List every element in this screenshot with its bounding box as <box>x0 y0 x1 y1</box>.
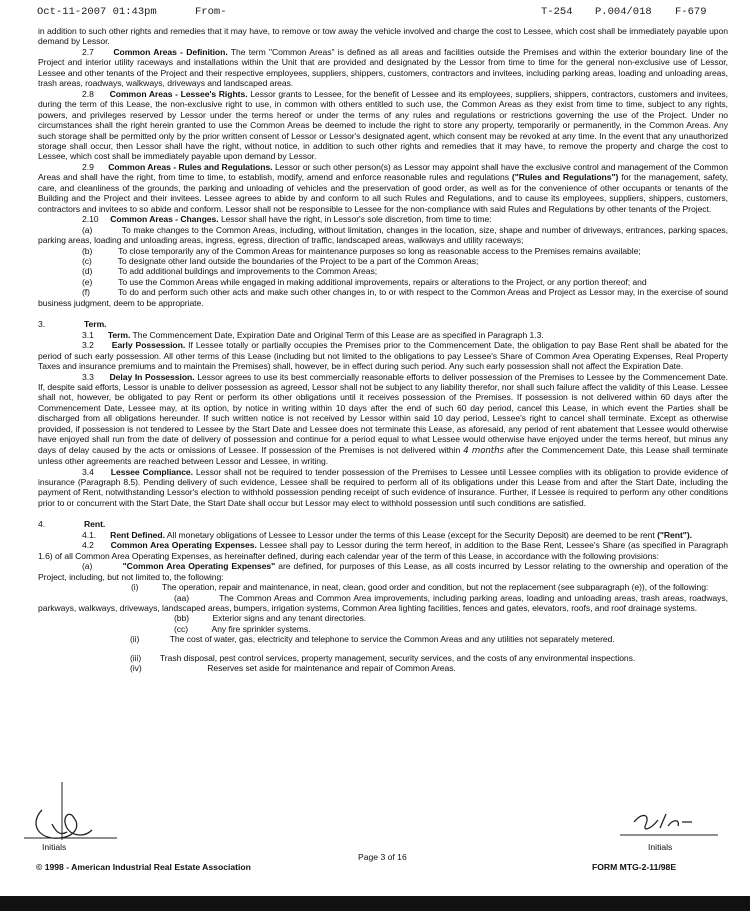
item-iv: (iv) Reserves set aside for maintenance and repair of Common Areas. <box>130 663 456 674</box>
page-number: Page 3 of 16 <box>358 852 407 862</box>
section-3-4: 3.4 Lessee Compliance. Lessor shall not be required to tender possession of the Premises to Lessee until Lessee complies with its obligation to provide evidence of insurance (Paragraph 8.5). Pending delivery of such evidence, Lessee shall be required to perform all of its obligations under this Lease from and after the Start Date, including the payment of Rent, notwithstanding Lessor's election to withhold possession pending receipt of such evidence of insurance. Further, if Lessee is required to perform any other conditions prior to or concurrent with the Start Date, the Start Date shall occur but Lessor may elect to withhold possession until such conditions are satisfied. <box>38 466 729 508</box>
handwritten-4-months: 4 months <box>463 445 504 456</box>
section-4-2-a: (a) "Common Area Operating Expenses" are defined, for purposes of this Lease, as all costs incurred by Lessor relating to the ownership and operation of the Project, including, but not limited to, the following: <box>38 561 728 582</box>
item-ii: (ii) The cost of water, gas, electricity and telephone to service the Common Areas and any utilities not separately metered. <box>130 634 615 645</box>
section-4-1: 4.1. Rent Defined. All monetary obligations of Lessee to Lessor under the terms of this Lease (except for the Security Deposit) are deemed to be rent ("Rent"). <box>82 529 692 540</box>
section-3-1: 3.1 Term. The Commencement Date, Expiration Date and Original Term of this Lease are as specified in Paragraph 1.3. <box>82 329 544 340</box>
fax-page: P.004/018 <box>595 6 652 18</box>
section-2-7: 2.7 Common Areas - Definition. The term "Common Areas" is defined as all areas and facilities outside the Premises and within the exterior boundary line of the Project and interior utility raceways and installations within the Unit that are provided and designated by the Lessor from time to time for the general non-exclusive use of Lessor, Lessee and other tenants of the Project and their respective employees, suppliers, shippers, customers, contractors and invitees, including parking areas, loading and unloading areas, trash areas, roadways, walkways, driveways and landscaped areas. <box>38 46 728 89</box>
fax-from: From- <box>195 6 227 18</box>
section-2-10-b: (b) To close temporarily any of the Common Areas for maintenance purposes so long as reasonable access to the Premises remains available; <box>82 245 641 256</box>
section-2-9: 2.9 Common Areas - Rules and Regulations. Lessor or such other person(s) as Lessor may appoint shall have the exclusive control and management of the Common Areas and shall have the right, from time to time, to establish, modify, amend and enforce reasonable rules and regulations ("Rules and Regulations") for the management, safety, care, and cleanliness of the grounds, the parking and unloading of vehicles and the preservation of good order, as well as for the convenience of other occupants or tenants of the Building and the Project and their invitees. Lessee agrees to abide by and conform to all such Rules and Regulations, and to cause its employees, suppliers, shippers, customers, contractors and invitees to so abide and conform. Lessor shall not be responsible to Lessee for the non-compliance with said Rules and Regulations by other tenants of the Project. <box>38 161 728 214</box>
section-2-10-e: (e) To use the Common Areas while engaged in making additional improvements, repairs or alterations to the Project, or any portion thereof; and <box>82 276 647 287</box>
section-3-3: 3.3 Delay In Possession. Lessor agrees to use its best commercially reasonable efforts to deliver possession of the Premises to Lessee by the Commencement Date. If, despite said efforts, Lessor is unable to deliver possession as agreed, Lessor shall not be subject to any liability therefor, nor shall such failure affect the validity of this Lease. Lessee shall not, however, be obligated to pay Rent or perform its other obligations until it receives possession of the Premises. If possession is not delivered within 60 days after the Commencement Date, Lessee may, at its option, by notice in writing within 10 days after the end of such 60 day period, cancel this Lease, in which event the Parties shall be discharged from all obligations hereunder. If such written notice is not received by Lessor within said 10 day period, Lessee's right to cancel shall terminate. Except as otherwise provided, if possession is not tendered to Lessee by the Start Date and Lessee does not terminate this Lease, as aforesaid, any period of rent abatement that Lessee would otherwise have enjoyed shall run from the date of delivery of possession and continue for a period equal to what Lessee would otherwise have enjoyed under the terms hereof, but minus any days of delay caused by the acts or omissions of Lessee. If possession of the Premises is not delivered within 4 months after the Commencement Date, this Lease shall terminate unless other agreements are reached between Lessor and Lessee, in writing. <box>38 371 729 467</box>
lease-page-body <box>38 26 728 674</box>
fax-f-code: F-679 <box>675 6 707 18</box>
fax-header <box>0 6 750 22</box>
section-3-2: 3.2 Early Possession. If Lessee totally or partially occupies the Premises prior to the Commencement Date, the obligation to pay Base Rent shall be abated for the period of such early possession. All other terms of this Lease (including but not limited to the obligations to pay Lessee's Share of Common Area Operating Expenses, Real Property Taxes and insurance premiums and to maintain the Premises) shall, however, be in effect during such period. Any such early possession shall not affect the Expiration Date. <box>38 340 728 372</box>
fax-t-code: T-254 <box>541 6 573 18</box>
form-code: FORM MTG-2-11/98E <box>592 862 677 872</box>
section-4-2-a-i: (i) The operation, repair and maintenance, in neat, clean, good order and condition, but not the replacement (see subparagraph (e)), of the following: <box>131 582 709 593</box>
item-aa: (aa) The Common Areas and Common Area improvements, including parking areas, loading and unloading areas, trash areas, roadways, parkways, walkways, driveways, landscaped areas, bumpers, irrigation systems, Common Area lighting facilities, fences and gates, elevators, roofs, and roof drainage systems. <box>38 592 728 614</box>
left-initials-signature <box>22 780 122 850</box>
item-bb: (bb) Exterior signs and any tenant directories. <box>174 613 367 624</box>
section-4-2: 4.2 Common Area Operating Expenses. Lessee shall pay to Lessor during the term hereof, in addition to the Base Rent, Lessee's Share (as specified in Paragraph 1.6) of all Common Area Operating Expenses, as hereinafter defined, during each calendar year of the term of this Lease, in accordance with the following provisions: <box>38 540 728 561</box>
initials-left-label: Initials <box>42 842 67 852</box>
intro-paragraph: in addition to such other rights and remedies that it may have, to remove or tow away the vehicle involved and charge the cost to Lessee, which cost shall be immediately payable upon demand by Lessor. <box>38 26 728 47</box>
section-2-8: 2.8 Common Areas - Lessee's Rights. Lessor grants to Lessee, for the benefit of Lessee and its employees, suppliers, shippers, contractors, customers and invitees, during the term of this Lease, the non-exclusive right to use, in common with others entitled to such use, the Common Areas as they exist from time to time, subject to any rights, powers, and privileges reserved by Lessor under the terms hereof or under the terms of any rules and regulations or restrictions governing the use of the Project. Under no circumstances shall the right herein granted to use the Common Areas be deemed to include the right to store any property, temporarily or permanently, in the Common Areas. Any such storage shall be permitted only by the prior written consent of Lessor or Lessor's designated agent, which consent may be revoked at any time. In the event that any unauthorized storage shall occur, then Lessor shall have the right, without notice, in addition to such other rights and remedies that it may have, to remove the property and charge the cost to Lessee, which cost shall be immediately payable upon demand by Lessor. <box>38 88 728 162</box>
section-2-10: 2.10 Common Areas - Changes. Lessor shall have the right, in Lessor's sole discretion, from time to time: <box>82 214 492 225</box>
section-4-heading: 4. Rent. <box>38 519 106 530</box>
initials-right-label: Initials <box>648 842 673 852</box>
section-2-10-d: (d) To add additional buildings and improvements to the Common Areas; <box>82 266 378 277</box>
item-cc: (cc) Any fire sprinkler systems. <box>174 623 311 634</box>
fax-date-time: Oct-11-2007 01:43pm <box>37 6 157 18</box>
section-2-10-c: (c) To designate other land outside the boundaries of the Project to be a part of the Common Areas; <box>82 255 479 266</box>
item-iii: (iii) Trash disposal, pest control services, property management, security services, and the costs of any environmental inspections. <box>130 652 636 663</box>
section-2-10-f: (f) To do and perform such other acts and make such other changes in, to or with respect to the Common Areas and Project as Lessor may, in the exercise of sound business judgment, deem to be appropriate. <box>38 287 729 308</box>
section-2-10-a: (a) To make changes to the Common Areas, including, without limitation, changes in the location, size, shape and number of driveways, entrances, parking spaces, parking areas, loading and unloading areas, ingress, egress, direction of traffic, landscaped areas, walkways and utility raceways; <box>38 224 729 246</box>
section-3-heading: 3. Term. <box>38 319 107 330</box>
copyright-text: © 1998 - American Industrial Real Estate Association <box>36 862 251 872</box>
right-initials-signature <box>620 808 720 838</box>
bottom-scan-edge <box>0 896 750 911</box>
